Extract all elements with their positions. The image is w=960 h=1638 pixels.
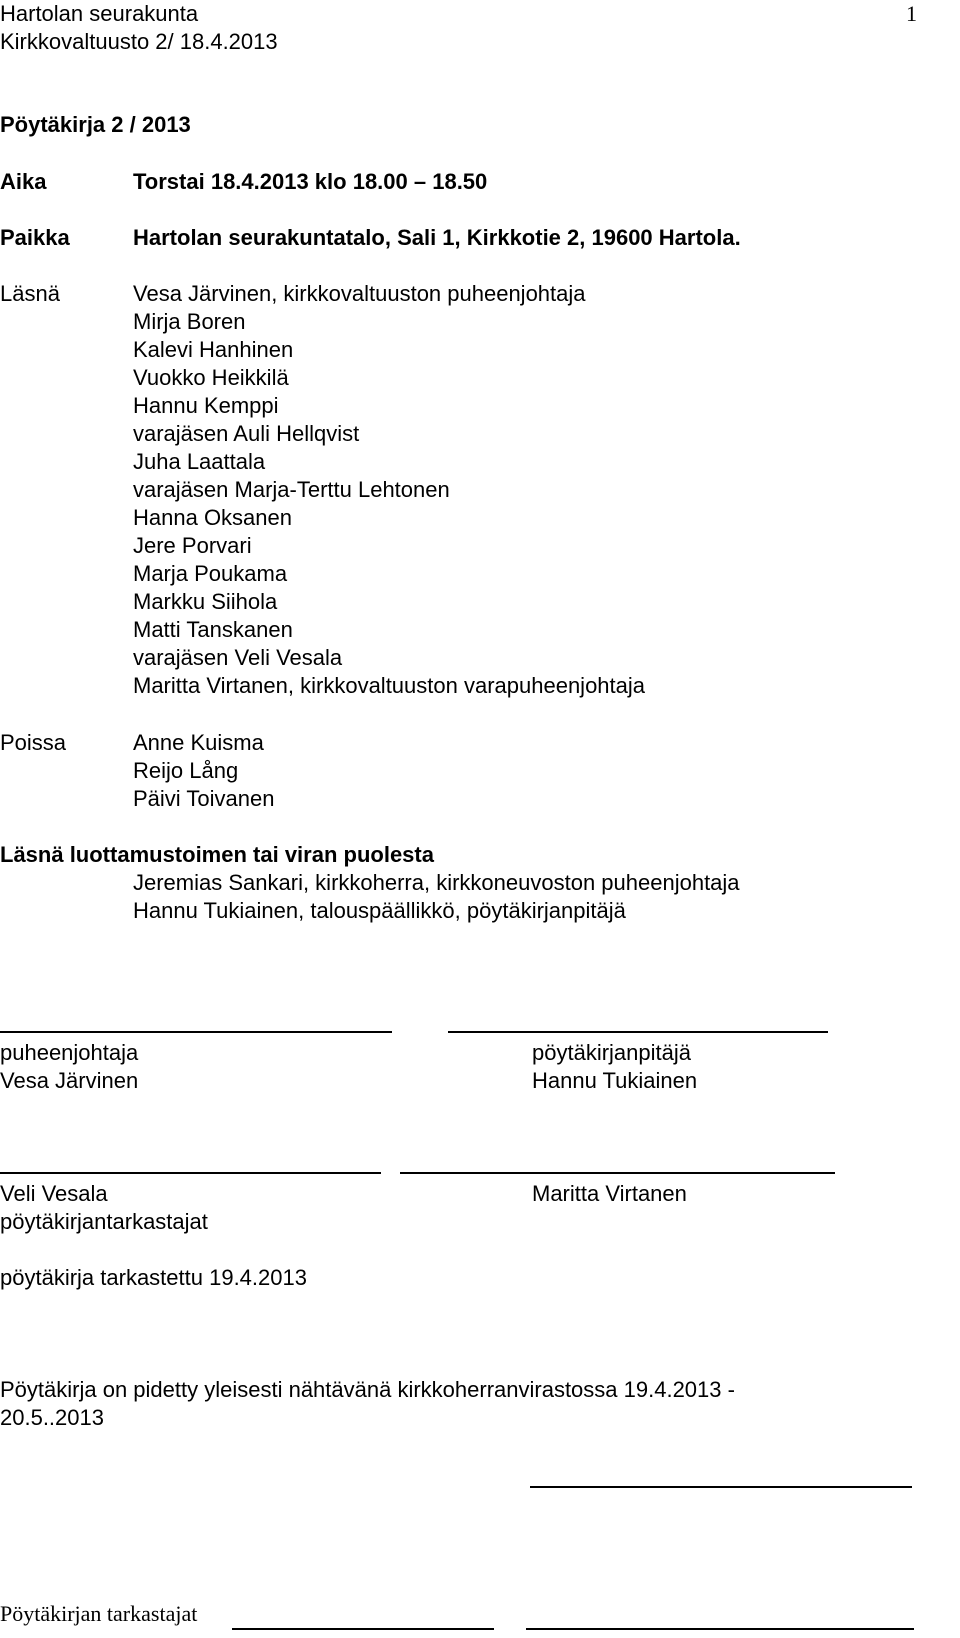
list-item: varajäsen Marja-Terttu Lehtonen bbox=[133, 477, 450, 502]
paikka-value: Hartolan seurakuntatalo, Sali 1, Kirkkotie 2, 19600 Hartola. bbox=[133, 225, 741, 250]
secretary-role: pöytäkirjanpitäjä bbox=[532, 1040, 691, 1065]
list-item: Vesa Järvinen, kirkkovaltuuston puheenjohtaja bbox=[133, 281, 586, 306]
list-item: Kalevi Hanhinen bbox=[133, 337, 294, 362]
signature-line-checker2 bbox=[400, 1172, 835, 1174]
list-item: Marja Poukama bbox=[133, 561, 288, 586]
list-item: Juha Laattala bbox=[133, 449, 266, 474]
header-org: Hartolan seurakunta bbox=[0, 1, 199, 26]
chair-role: puheenjohtaja bbox=[0, 1040, 139, 1065]
signature-line-chair bbox=[0, 1031, 392, 1033]
list-item: Markku Siihola bbox=[133, 589, 278, 614]
secretary-name: Hannu Tukiainen bbox=[532, 1068, 698, 1093]
list-item: Hanna Oksanen bbox=[133, 505, 292, 530]
poissa-label: Poissa bbox=[0, 730, 67, 755]
aika-value: Torstai 18.4.2013 klo 18.00 – 18.50 bbox=[133, 169, 488, 194]
document-title: Pöytäkirja 2 / 2013 bbox=[0, 112, 191, 137]
list-item: Matti Tanskanen bbox=[133, 617, 293, 642]
list-item: varajäsen Auli Hellqvist bbox=[133, 421, 360, 446]
footer-signature-line-1 bbox=[232, 1628, 494, 1630]
chair-name: Vesa Järvinen bbox=[0, 1068, 139, 1093]
footer-signature-line-2 bbox=[526, 1628, 914, 1630]
footer-line-top bbox=[530, 1486, 912, 1488]
checker1-name: Veli Vesala bbox=[0, 1181, 108, 1206]
list-item: Jere Porvari bbox=[133, 533, 252, 558]
lasna-list bbox=[133, 280, 645, 700]
aika-label: Aika bbox=[0, 169, 47, 194]
list-item: varajäsen Veli Vesala bbox=[133, 645, 343, 670]
list-item: Hannu Kemppi bbox=[133, 393, 279, 418]
header-subtitle: Kirkkovaltuusto 2/ 18.4.2013 bbox=[0, 29, 278, 54]
display-note-line2: 20.5..2013 bbox=[0, 1405, 104, 1430]
list-item: Vuokko Heikkilä bbox=[133, 365, 289, 390]
list-item: Mirja Boren bbox=[133, 309, 246, 334]
list-item: Jeremias Sankari, kirkkoherra, kirkkoneuvoston puheenjohtaja bbox=[133, 870, 740, 895]
signature-line-secretary bbox=[448, 1031, 828, 1033]
list-item: Hannu Tukiainen, talouspäällikkö, pöytäkirjanpitäjä bbox=[133, 898, 626, 923]
checkers-role: pöytäkirjantarkastajat bbox=[0, 1209, 208, 1234]
list-item: Reijo Lång bbox=[133, 758, 239, 783]
paikka-label: Paikka bbox=[0, 225, 70, 250]
list-item: Päivi Toivanen bbox=[133, 786, 275, 811]
list-item: Maritta Virtanen, kirkkovaltuuston varapuheenjohtaja bbox=[133, 673, 646, 698]
page-number: 1 bbox=[906, 1, 917, 26]
list-item: Anne Kuisma bbox=[133, 730, 264, 755]
lasna-label: Läsnä bbox=[0, 281, 60, 306]
ex-officio-list bbox=[133, 869, 740, 925]
signature-line-checker1 bbox=[0, 1172, 381, 1174]
checker2-name: Maritta Virtanen bbox=[532, 1181, 687, 1206]
ex-officio-label: Läsnä luottamustoimen tai viran puolesta bbox=[0, 842, 434, 867]
poissa-list bbox=[133, 729, 274, 813]
checked-date: pöytäkirja tarkastettu 19.4.2013 bbox=[0, 1265, 307, 1290]
footer-label: Pöytäkirjan tarkastajat bbox=[0, 1601, 198, 1626]
display-note-line1: Pöytäkirja on pidetty yleisesti nähtävänä kirkkoherranvirastossa 19.4.2013 - bbox=[0, 1377, 735, 1402]
